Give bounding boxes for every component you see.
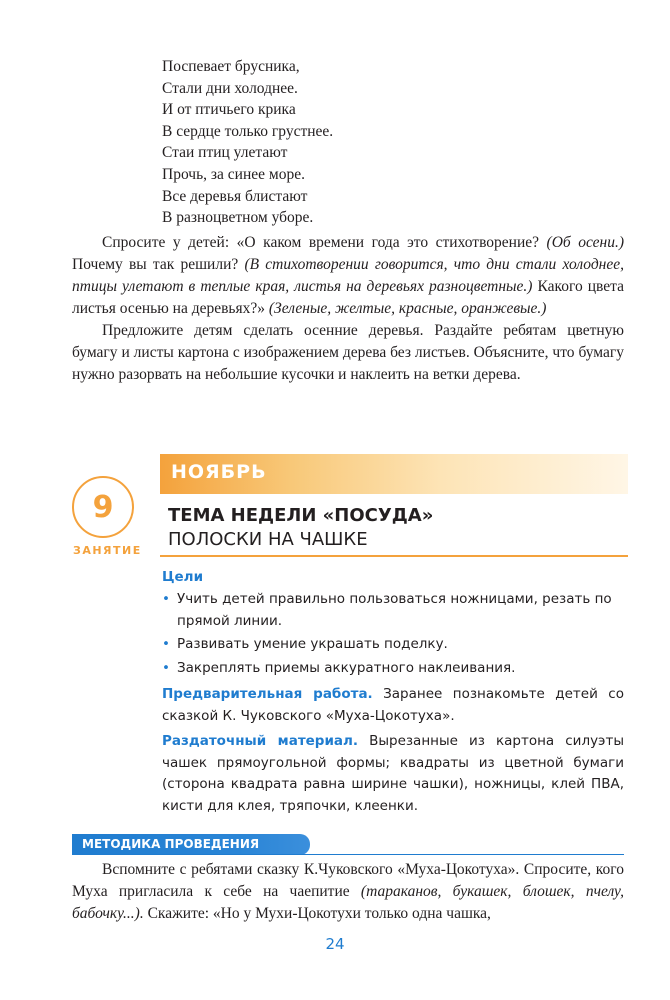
handout-material-text: Вырезанные из картона силуэты чашек прямоугольной формы; квадраты из цветной бумаги (сторона квадрата равна ширине чашки), ножницы, клей ПВА, кисти для клея, тряпочки, клеенки. [162,733,624,814]
goal-text: Закреплять приемы аккуратного наклеивания. [177,659,516,676]
lesson-number: 9 [92,489,114,525]
poem-line: Стали дни холоднее. [162,79,298,97]
theme-subtitle: ПОЛОСКИ НА ЧАШКЕ [168,529,368,550]
text-run: Скажите: «Но у Мухи-Цокотухи только одна чашка, [143,905,491,922]
goal-text: Учить детей правильно пользоваться ножницами, резать по прямой линии. [177,591,612,629]
handout-material-label: Раздаточный материал. [162,733,359,749]
text-run: Почему вы так решили? [72,256,245,273]
page-number: 24 [325,935,345,953]
poem-line: Все деревья блистают [162,187,308,205]
list-item [162,634,624,656]
answer-italic: (Зеленые, желтые, красные, оранжевые.) [268,300,547,317]
method-banner [72,834,310,855]
bullet-icon: • [162,636,170,653]
method-divider [72,854,624,855]
list-item [162,589,624,632]
answer-italic: (Об осени.) [546,234,624,251]
bullet-icon: • [162,659,170,676]
poem-line: Поспевает брусника, [162,58,300,75]
poem-line: И от птичьего крика [162,101,296,119]
goals-list [162,589,624,681]
preliminary-work-text: Заранее познакомьте детей со сказкой К. Чуковского «Муха-Цокотуха». [162,686,624,724]
month-banner [160,454,628,494]
instruction-paragraph [72,320,624,386]
poem-line: В разноцветном уборе. [162,209,314,227]
answer-italic: (В стихотворении говорится, что дни стали холоднее, птицы улетают в теплые края, листья на деревьях разноцветные.) [72,256,624,295]
goal-text: Развивать умение украшать поделку. [177,636,448,653]
text-run: Спросите у детей: «О каком времени года это стихотворение? [102,234,547,251]
poem-line: Прочь, за синее море. [162,165,305,183]
question-paragraph [72,232,624,320]
lesson-number-badge [72,476,134,538]
poem [162,56,333,229]
text-run: Какого цвета листья осенью на деревьях?» [72,278,624,317]
preliminary-work-label: Предварительная работа. [162,686,373,702]
handout-material [162,731,624,817]
theme-title: ТЕМА НЕДЕЛИ «ПОСУДА» [168,505,434,526]
text-run: Вспомните с ребятами сказку К.Чуковского «Муха-Цокотуха». Спросите, кого Муха пригласила к себе на чаепитие [72,861,624,900]
method-label: МЕТОДИКА ПРОВЕДЕНИЯ [82,837,260,851]
method-paragraph [72,859,624,925]
poem-line: В сердце только грустнее. [162,122,334,140]
theme-divider [160,555,628,557]
answer-italic: (тараканов, букашек, блошек, пчелу, бабочку...). [72,883,624,922]
instruction-text: Предложите детям сделать осенние деревья. Раздайте ребятам цветную бумагу и листы картона с изображением дерева без листьев. Объясните, что бумагу нужно разорвать на небольшие кусочки и наклеить на ветки дерева. [72,322,624,383]
lesson-word: ЗАНЯТИЕ [73,544,142,557]
bullet-icon: • [162,591,170,607]
poem-line: Стаи птиц улетают [162,144,288,162]
month-label: НОЯБРЬ [171,461,267,483]
goals-heading: Цели [162,569,204,585]
preliminary-work [162,684,624,727]
list-item [162,658,624,680]
